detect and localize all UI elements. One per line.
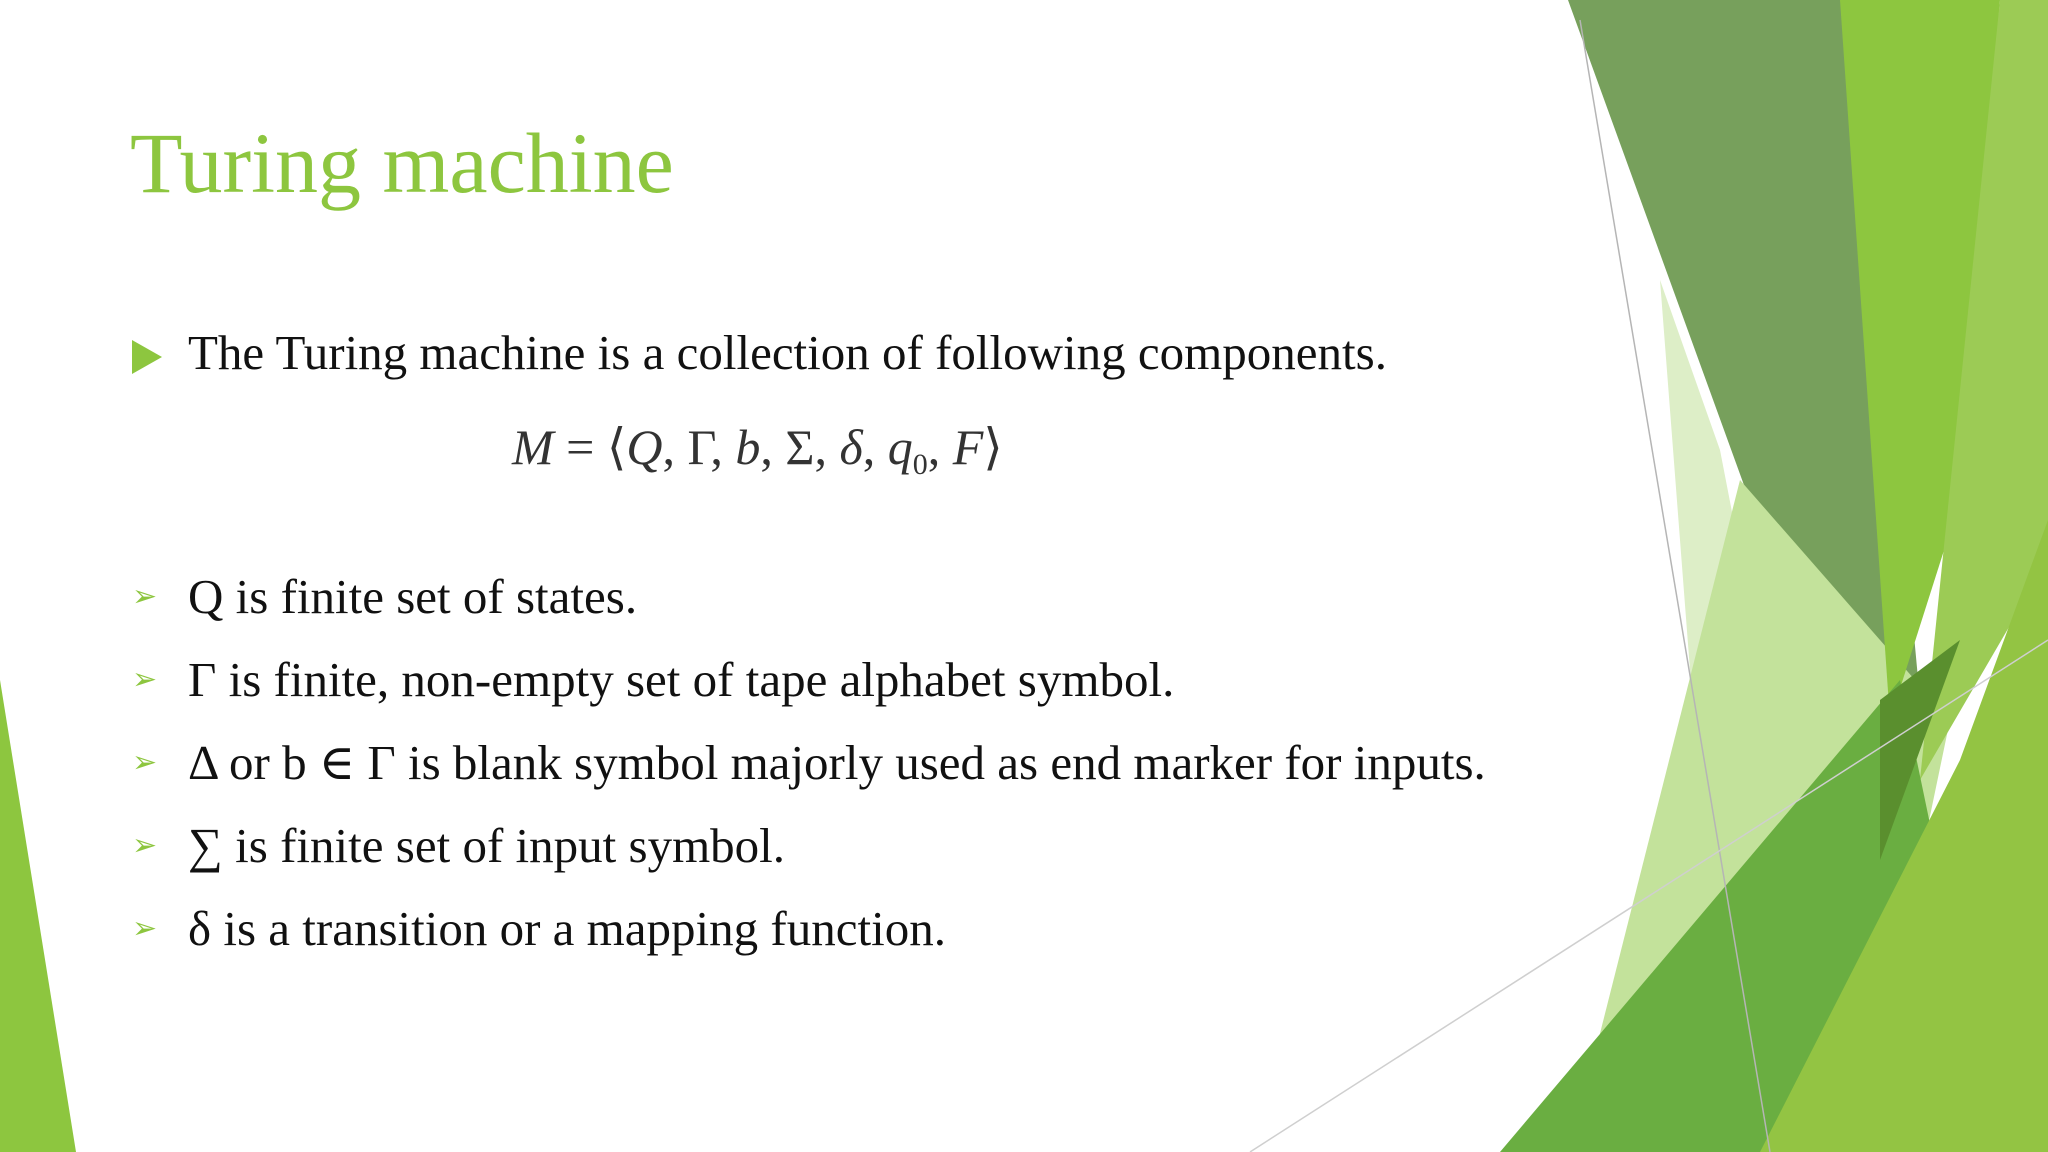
list-item — [132, 732, 1512, 794]
arrowhead-icon: ➢ — [132, 579, 158, 614]
component-list — [132, 566, 1512, 981]
left-green-strip — [0, 680, 76, 1152]
list-item — [132, 566, 1512, 628]
tuple-formula — [512, 412, 1003, 500]
formula-item-delta: δ — [839, 419, 863, 475]
arrowhead-icon: ➢ — [132, 662, 158, 697]
slide-title: Turing machine — [130, 115, 674, 211]
arrowhead-icon: ➢ — [132, 911, 158, 946]
formula-sep: , — [862, 419, 888, 475]
formula-item-q0: q — [887, 419, 913, 475]
intro-text: The Turing machine is a collection of following components. — [188, 325, 1387, 380]
formula-item-f: F — [952, 419, 984, 475]
list-item-text: ∑ is finite set of input symbol. — [188, 818, 786, 873]
list-item — [132, 649, 1512, 711]
formula-subscript: 0 — [912, 448, 928, 481]
list-item-text: Γ is finite, non-empty set of tape alphabet symbol. — [188, 652, 1175, 707]
formula-equals: = — [566, 419, 595, 475]
formula-lhs: M — [512, 419, 554, 475]
formula-item-sigma: Σ — [785, 419, 815, 475]
formula-item-b: b — [735, 419, 761, 475]
formula-sep: , — [662, 419, 688, 475]
formula-sep: , — [814, 419, 840, 475]
intro-bullet — [132, 322, 1387, 384]
arrowhead-icon: ➢ — [132, 745, 158, 780]
formula-sep: , — [927, 419, 953, 475]
list-item — [132, 815, 1512, 877]
formula-close-bracket: ⟩ — [983, 419, 1003, 475]
list-item-text: Q is finite set of states. — [188, 569, 638, 624]
formula-sep: , — [710, 419, 736, 475]
list-item-text: δ is a transition or a mapping function. — [188, 901, 946, 956]
arrowhead-icon: ➢ — [132, 828, 158, 863]
formula-open-bracket: ⟨ — [606, 419, 627, 475]
list-item-text: Δ or b ∈ Γ is blank symbol majorly used as end marker for inputs. — [188, 735, 1486, 790]
list-item — [132, 898, 1512, 960]
triangle-arrow-icon — [132, 340, 162, 374]
formula-item-q: Q — [626, 419, 663, 475]
formula-item-gamma: Γ — [687, 419, 711, 475]
formula-sep: , — [760, 419, 786, 475]
